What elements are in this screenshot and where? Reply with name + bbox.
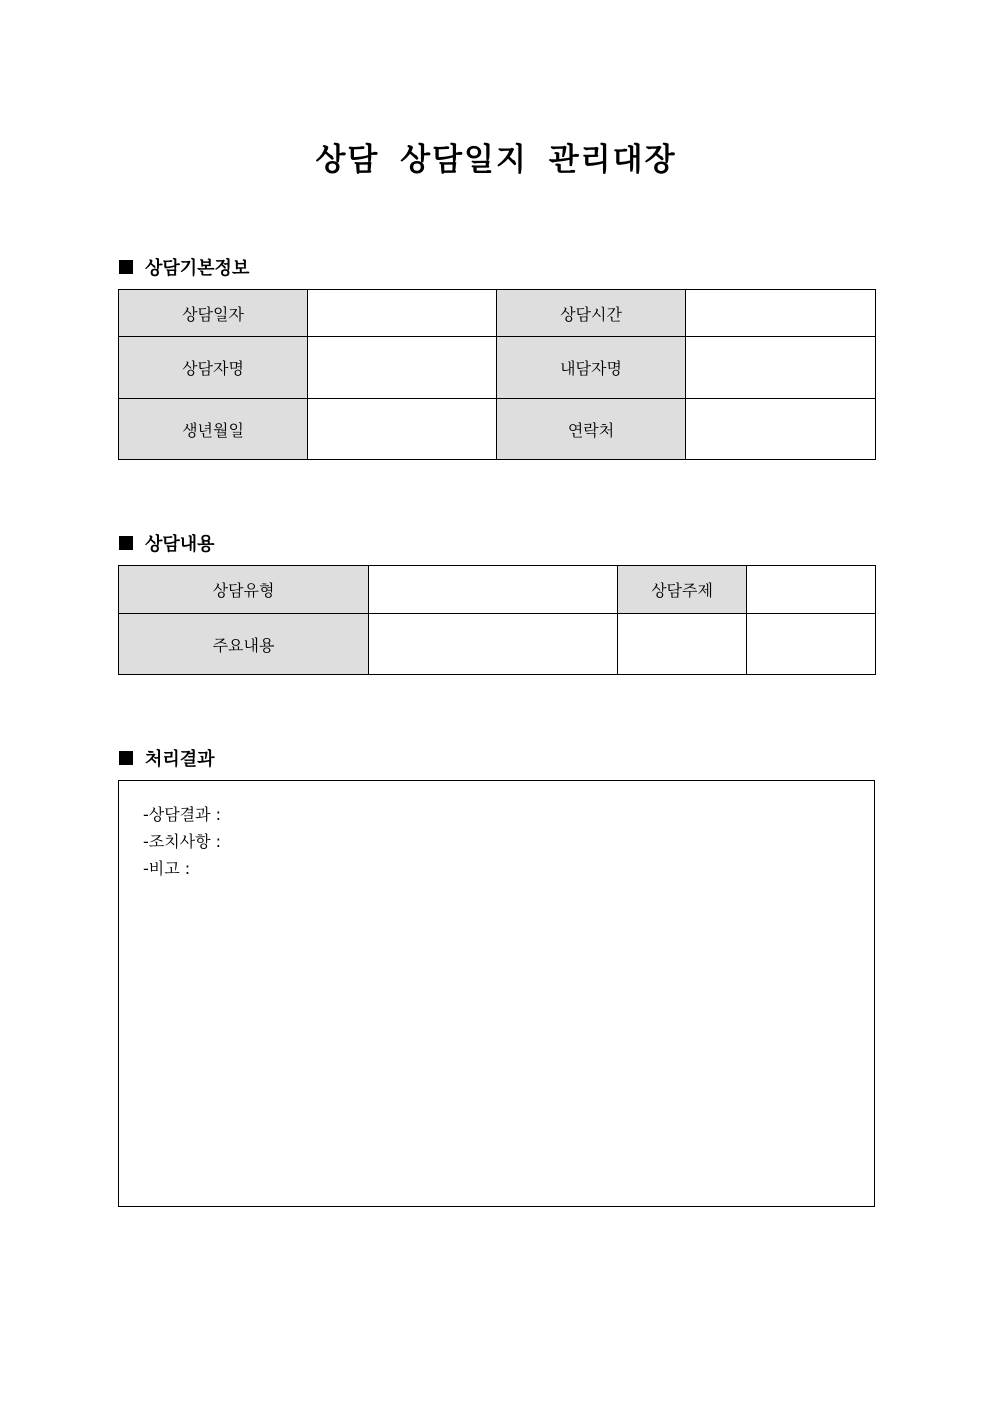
section-heading-content bbox=[119, 530, 215, 556]
value-cell[interactable] bbox=[308, 290, 497, 337]
value-cell[interactable] bbox=[747, 614, 876, 675]
label-cell: 생년월일 bbox=[119, 399, 308, 460]
section-heading-result bbox=[119, 745, 215, 771]
table-row bbox=[119, 566, 876, 614]
value-cell[interactable] bbox=[686, 399, 876, 460]
section-heading-label: 상담기본정보 bbox=[145, 258, 250, 279]
value-cell[interactable] bbox=[747, 566, 876, 614]
label-cell: 상담일자 bbox=[119, 290, 308, 337]
result-line-remarks: -비고 : bbox=[143, 859, 191, 878]
label-cell: 상담주제 bbox=[618, 566, 747, 614]
table-row bbox=[119, 337, 876, 399]
label-cell: 상담시간 bbox=[497, 290, 686, 337]
result-line-action: -조치사항 : bbox=[143, 832, 222, 851]
value-cell[interactable] bbox=[618, 614, 747, 675]
result-line-outcome: -상담결과 : bbox=[143, 805, 222, 824]
label-cell: 상담유형 bbox=[119, 566, 369, 614]
value-cell[interactable] bbox=[369, 566, 618, 614]
table-row bbox=[119, 399, 876, 460]
page-title: 상담 상담일지 관리대장 bbox=[315, 142, 677, 178]
value-cell[interactable] bbox=[686, 337, 876, 399]
value-cell[interactable] bbox=[308, 337, 497, 399]
square-bullet-icon bbox=[119, 260, 133, 274]
square-bullet-icon bbox=[119, 536, 133, 550]
table-row bbox=[119, 290, 876, 337]
content-table bbox=[118, 565, 876, 675]
label-cell: 상담자명 bbox=[119, 337, 308, 399]
section-heading-label: 처리결과 bbox=[145, 749, 215, 770]
value-cell[interactable] bbox=[369, 614, 618, 675]
basic-info-table bbox=[118, 289, 876, 460]
result-lines bbox=[143, 801, 221, 882]
label-cell: 주요내용 bbox=[119, 614, 369, 675]
value-cell[interactable] bbox=[686, 290, 876, 337]
section-heading-label: 상담내용 bbox=[145, 534, 215, 555]
label-cell: 내담자명 bbox=[497, 337, 686, 399]
result-box[interactable] bbox=[118, 780, 875, 1207]
section-heading-basic bbox=[119, 254, 249, 280]
value-cell[interactable] bbox=[308, 399, 497, 460]
square-bullet-icon bbox=[119, 751, 133, 765]
table-row bbox=[119, 614, 876, 675]
label-cell: 연락처 bbox=[497, 399, 686, 460]
